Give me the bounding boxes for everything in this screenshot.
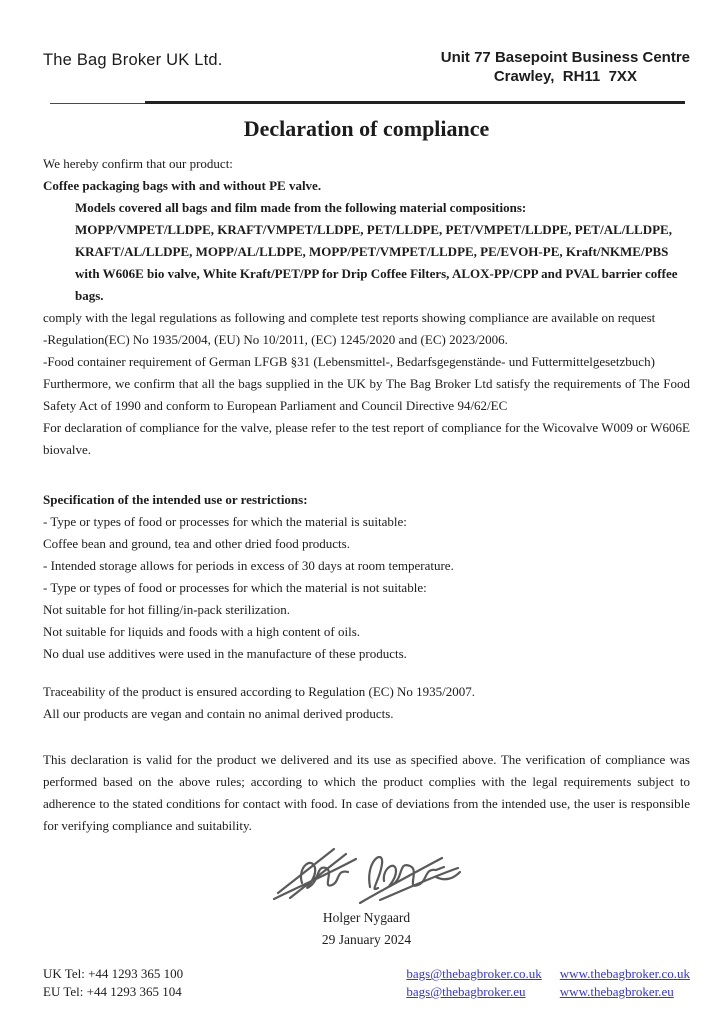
valve-note-paragraph: For declaration of compliance for the valve, please refer to the test report of compliance for the Wicovalve W009 or W606E biovalve. bbox=[43, 420, 690, 457]
uk-tel: UK Tel: +44 1293 365 100 bbox=[43, 966, 184, 981]
header-rule-thin-segment bbox=[50, 103, 145, 104]
address-line-1: Unit 77 Basepoint Business Centre bbox=[440, 49, 690, 66]
signature-image bbox=[272, 841, 462, 905]
spec-item: - Intended storage allows for periods in excess of 30 days at room temperature. bbox=[43, 558, 454, 573]
traceability-line-1: Traceability of the product is ensured according to Regulation (EC) No 1935/2007. bbox=[43, 684, 476, 699]
eu-tel: EU Tel: +44 1293 365 104 bbox=[43, 984, 182, 999]
footer-telephones bbox=[43, 965, 183, 1001]
spec-item: No dual use additives were used in the manufacture of these products. bbox=[43, 646, 407, 661]
document-body bbox=[43, 153, 690, 837]
lfgb-line: -Food container requirement of German LFGB §31 (Lebensmittel-, Bedarfsgegenstände- und Futtermittelgesetzbuch) bbox=[43, 354, 655, 369]
header-rule-thick-segment bbox=[145, 101, 685, 104]
product-line: Coffee packaging bags with and without PE valve. bbox=[43, 178, 322, 193]
traceability-section bbox=[43, 681, 690, 725]
spec-heading: Specification of the intended use or restrictions: bbox=[43, 492, 308, 507]
footer-email-links bbox=[406, 965, 541, 1001]
web-uk-link[interactable]: www.thebagbroker.co.uk bbox=[559, 966, 690, 981]
regulations-line: -Regulation(EC) No 1935/2004, (EU) No 10/2011, (EC) 1245/2020 and (EC) 2023/2006. bbox=[43, 332, 508, 347]
footer-web-links bbox=[560, 965, 690, 1001]
models-heading: Models covered all bags and film made from the following material compositions: bbox=[75, 200, 527, 215]
footer bbox=[43, 965, 690, 1001]
traceability-line-2: All our products are vegan and contain no animal derived products. bbox=[43, 706, 394, 721]
page-title: Declaration of compliance bbox=[243, 116, 490, 141]
spec-item: Not suitable for hot filling/in-pack sterilization. bbox=[43, 602, 290, 617]
signer-name: Holger Nygaard bbox=[322, 910, 411, 925]
address-line-2: Crawley, RH11 7XX bbox=[493, 68, 637, 85]
validity-paragraph: This declaration is valid for the product we delivered and its use as specified above. The verification of compliance was performed based on the above rules; according to which the product complies with the legal requirements subject to adherence to the stated conditions for contact with food. In case of deviations from the intended use, the user is responsible for verifying compliance and suitability. bbox=[43, 752, 690, 833]
spec-item: Not suitable for liquids and foods with a high content of oils. bbox=[43, 624, 361, 639]
email-uk-link[interactable]: bags@thebagbroker.co.uk bbox=[406, 966, 542, 981]
spec-item: - Type or types of food or processes for which the material is not suitable: bbox=[43, 580, 427, 595]
company-name: The Bag Broker UK Ltd. bbox=[43, 51, 223, 69]
header-rule bbox=[50, 101, 690, 104]
web-eu-link[interactable]: www.thebagbroker.eu bbox=[559, 984, 674, 999]
spec-item: - Type or types of food or processes for which the material is suitable: bbox=[43, 514, 407, 529]
comply-line: comply with the legal regulations as following and complete test reports showing compliance are available on request bbox=[43, 310, 656, 325]
signature-block bbox=[43, 841, 690, 951]
models-list: MOPP/VMPET/LLDPE, KRAFT/VMPET/LLDPE, PET/LLDPE, PET/VMPET/LLDPE, PET/AL/LLDPE, KRAFT/AL/LLDPE, MOPP/AL/LLDPE, MOPP/PET/VMPET/LLDPE, PE/EVOH-PE, Kraft/NKME/PBS with W606E bio valve, White Kraft/PET/PP for Drip Coffee Filters, ALOX-PP/CPP and PVAL barrier coffee bags. bbox=[75, 222, 678, 303]
specification-section bbox=[43, 489, 690, 665]
intro-line: We hereby confirm that our product: bbox=[43, 156, 233, 171]
address-block bbox=[441, 48, 690, 86]
signature-date: 29 January 2024 bbox=[321, 932, 412, 947]
header bbox=[43, 48, 690, 86]
footer-links bbox=[406, 965, 690, 1001]
spec-item: Coffee bean and ground, tea and other dried food products. bbox=[43, 536, 350, 551]
email-eu-link[interactable]: bags@thebagbroker.eu bbox=[406, 984, 526, 999]
furthermore-paragraph: Furthermore, we confirm that all the bags supplied in the UK by The Bag Broker Ltd satisfy the requirements of The Food Safety Act of 1990 and conform to European Parliament and Council Directive 94/62/EC bbox=[43, 376, 690, 413]
